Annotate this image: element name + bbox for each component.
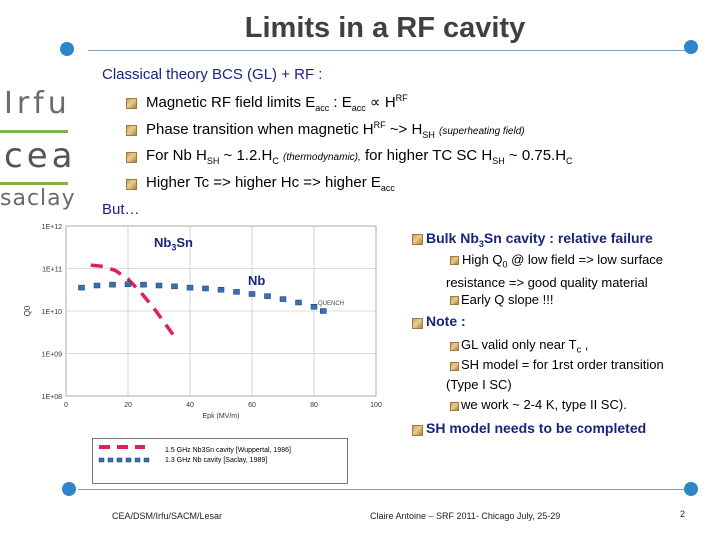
r2-a: GL valid only near T [461,337,577,352]
series-nb-point [79,285,85,290]
logo-divider [0,130,68,133]
r1-s1a: High Q [462,252,503,267]
irfu-logo: Irfu [4,86,71,121]
corner-dot-icon [60,42,74,56]
b3-pre: For Nb H [146,147,207,164]
series-nb-point [311,304,317,309]
right-item3-head: SH model needs to be completed [426,420,647,436]
series-nb-point [203,286,209,291]
series-nb-point [94,283,100,288]
bullet-icon [412,318,423,329]
b2-mid: ~> H [385,121,423,138]
bullet-icon [126,98,137,109]
b3-s4: C [566,156,573,166]
bullet-3 [146,147,573,166]
r1-head-tail: Sn cavity : relative failure [483,230,653,246]
b3-s3: SH [492,156,505,166]
b3-mid: ~ 1.2.H [219,147,273,164]
chart-legend [92,438,348,484]
right-item2-d: we work ~ 2-4 K, type II SC). [461,397,627,412]
b1-post: ∝ H [365,94,396,111]
cea-logo [4,136,76,176]
x-tick-label: 40 [186,402,194,409]
b1-mid: : E [329,94,352,111]
b1-sup: RF [395,93,408,103]
bullet-icon [450,296,459,305]
right-item1-sub2: Early Q slope !!! [461,292,554,307]
b2-sup: RF [373,120,386,130]
x-tick-label: 20 [124,402,132,409]
footer-rule [78,489,684,490]
b4-pre: Higher Tc => higher Hc => higher E [146,174,381,191]
series-nb-point [156,283,162,288]
x-tick-label: 80 [310,402,318,409]
x-axis-label: Epk (MV/m) [202,413,240,420]
bullet-2 [146,120,525,140]
series-nb-point [280,297,286,302]
nb-annotation: Nb [248,273,266,288]
b3-s2: C [272,156,279,166]
bullet-icon [450,402,459,411]
bullet-icon [412,425,423,436]
corner-dot-icon [62,482,76,496]
legend-entry-nb3sn: 1.5 GHz Nb3Sn cavity [Wuppertal, 1986] [165,447,291,454]
b4-s1: acc [380,183,395,193]
legend-nb-swatch [97,456,157,466]
series-nb-point [172,284,178,289]
b2-small: (superheating field) [439,126,525,137]
right-item2-b: SH model = for 1rst order transition [461,357,664,372]
bullet-icon [126,152,137,163]
right-item1-head [426,230,653,249]
y-tick-label: 1E+09 [41,351,62,359]
b2-s1: SH [422,130,435,140]
right-item2-a [461,337,588,355]
b3-post: for higher TC SC H [360,147,493,164]
x-tick-label: 0 [64,402,68,409]
q-vs-epk-chart [20,222,410,437]
subtitle: Classical theory BCS (GL) + RF : [102,66,323,83]
title-rule [88,50,688,51]
nb3sn-ann-c: Sn [176,235,193,250]
r2-a-tail: , [581,337,589,352]
bullet-icon [412,234,423,245]
saclay-logo: saclay [0,186,76,211]
r1-head: Bulk Nb [426,230,479,246]
logo-divider [0,182,68,185]
nb3sn-ann-a: Nb [154,235,172,250]
b1-s1: acc [315,103,330,113]
bullet-icon [126,125,137,136]
legend-nb3sn-swatch [97,440,147,454]
series-nb-point [265,294,271,299]
series-nb-point [234,289,240,294]
r1-s1a-sub: 0 [502,259,508,270]
bullet-4 [146,174,395,193]
b2-pre: Phase transition when magnetic H [146,121,374,138]
b3-small: (thermodynamic), [282,152,361,163]
right-item2-c: (Type I SC) [446,377,512,392]
y-axis-label: Q0 [23,305,32,317]
x-tick-label: 60 [248,402,256,409]
cea-logo-text: cea [4,136,77,176]
right-item1-sub1 [446,251,716,292]
bullet-icon [450,342,459,351]
y-tick-label: 1E+10 [41,309,62,316]
footer-left: CEA/DSM/Irfu/SACM/Lesar [112,511,223,521]
legend-entry-nb: 1.3 GHz Nb cavity [Saclay, 1989] [165,457,268,464]
series-nb-point [249,292,255,297]
right-item2-head: Note : [426,313,466,329]
series-nb-point [187,285,193,290]
slide-title: Limits in a RF cavity [244,12,526,44]
quench-annotation: QUENCH [318,301,345,307]
b3-tail: ~ 0.75.H [504,147,567,164]
r1-s1c: resistance => good quality material [446,274,648,290]
r2-a-sub: c [576,344,582,355]
footer-center: Claire Antoine – SRF 2011- Chicago July, 25-29 [370,511,561,521]
chart-layer [23,224,382,420]
r1-s1b: @ low field => low surface [507,252,664,267]
r1-head-sub: 3 [478,238,484,249]
corner-dot-icon [684,482,698,496]
series-nb-point [296,300,302,305]
x-tick-label: 100 [370,402,382,409]
series-nb-point [125,282,131,287]
but-label: But… [102,201,140,218]
b3-s1: SH [206,156,220,166]
corner-dot-icon [684,40,698,54]
series-nb-point [141,282,147,287]
series-nb-point [320,309,326,314]
series-nb-point [110,282,116,287]
series-nb-point [218,287,224,292]
nb3sn-ann-b: 3 [171,242,177,253]
y-tick-label: 1E+08 [41,394,62,401]
bullet-icon [126,179,137,190]
y-tick-label: 1E+12 [41,224,62,231]
nb3sn-annotation [154,235,193,253]
y-tick-label: 1E+11 [42,266,62,274]
b1-pre: Magnetic RF field limits E [146,94,316,111]
bullet-1 [146,93,408,113]
footer-page: 2 [680,509,686,519]
bullet-icon [450,362,459,371]
b1-s2: acc [351,103,366,113]
